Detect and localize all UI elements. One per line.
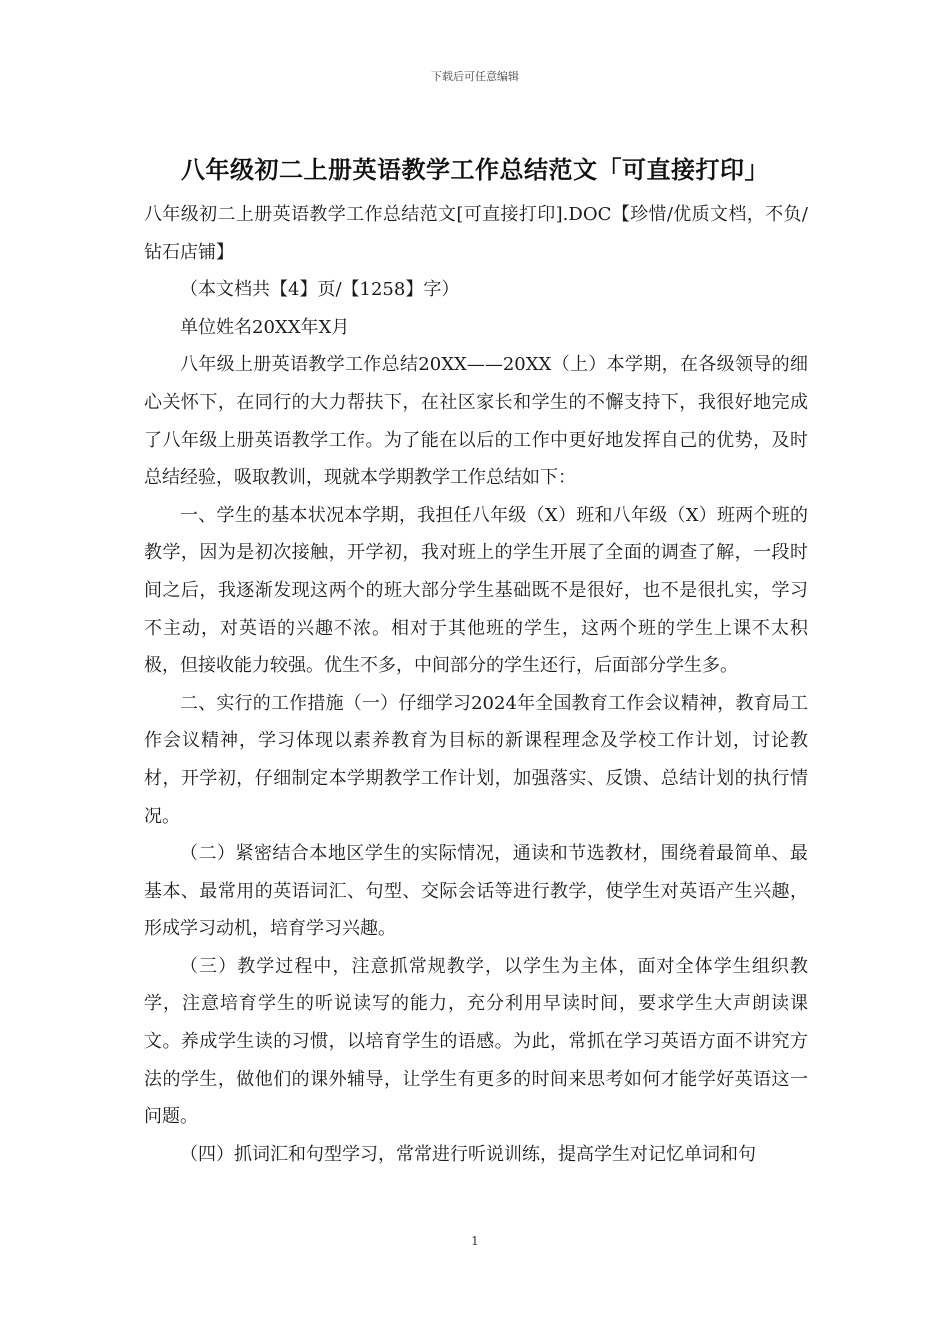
paragraph-measure-4: （四）抓词汇和句型学习，常常进行听说训练，提高学生对记忆单词和句 xyxy=(180,1143,756,1165)
document-body xyxy=(144,196,808,1173)
document-title: 八年级初二上册英语教学工作总结范文「可直接打印」 xyxy=(181,156,769,184)
paragraph-intro: 八年级上册英语教学工作总结20XX——20XX（上）本学期，在各级领导的细心关怀下，在同行的大力帮扶下，在社区家长和学生的不懈支持下，我很好地完成了八年级上册英语教学工作。为了能在以后的工作中更好地发挥自己的优势，及时总结经验，吸取教训，现就本学期教学工作总结如下： xyxy=(144,354,808,489)
paragraph-measure-2: （二）紧密结合本地区学生的实际情况，通读和节选教材，围绕着最简单、最基本、最常用的英语词汇、句型、交际会话等进行教学，使学生对英语产生兴趣，形成学习动机，培育学习兴趣。 xyxy=(144,843,808,940)
paragraph-source: 八年级初二上册英语教学工作总结范文[可直接打印].DOC【珍惜/优质文档，不负/钻石店铺】 xyxy=(144,204,808,263)
paragraph-measure-3: （三）教学过程中，注意抓常规教学，以学生为主体，面对全体学生组织教学，注意培育学生的听说读写的能力，充分利用早读时间，要求学生大声朗读课文。养成学生读的习惯，以培育学生的语感。为此，常抓在学习英语方面不讲究方法的学生，做他们的课外辅导，让学生有更多的时间来思考如何才能学好英语这一问题。 xyxy=(144,955,808,1128)
paragraph-section-2: 二、实行的工作措施（一）仔细学习2024年全国教育工作会议精神，教育局工作会议精神，学习体现以素养教育为目标的新课程理念及学校工作计划，讨论教材，开学初，仔细制定本学期教学工作计划，加强落实、反馈、总结计划的执行情况。 xyxy=(144,692,808,827)
paragraph-unit-date: 单位姓名20XX年X月 xyxy=(180,316,350,338)
paragraph-section-1: 一、学生的基本状况本学期，我担任八年级（X）班和八年级（X）班两个班的教学，因为是初次接触，开学初，我对班上的学生开展了全面的调查了解，一段时间之后，我逐渐发现这两个的班大部分学生基础既不是很好，也不是很扎实，学习不主动，对英语的兴趣不浓。相对于其他班的学生，这两个班的学生上课不太积极，但接收能力较强。优生不多，中间部分的学生还行，后面部分学生多。 xyxy=(144,504,808,677)
page-number: 1 xyxy=(471,1234,479,1248)
header-note: 下载后可任意编辑 xyxy=(431,70,519,83)
paragraph-page-count: （本文档共【4】页/【1258】字） xyxy=(180,279,460,301)
